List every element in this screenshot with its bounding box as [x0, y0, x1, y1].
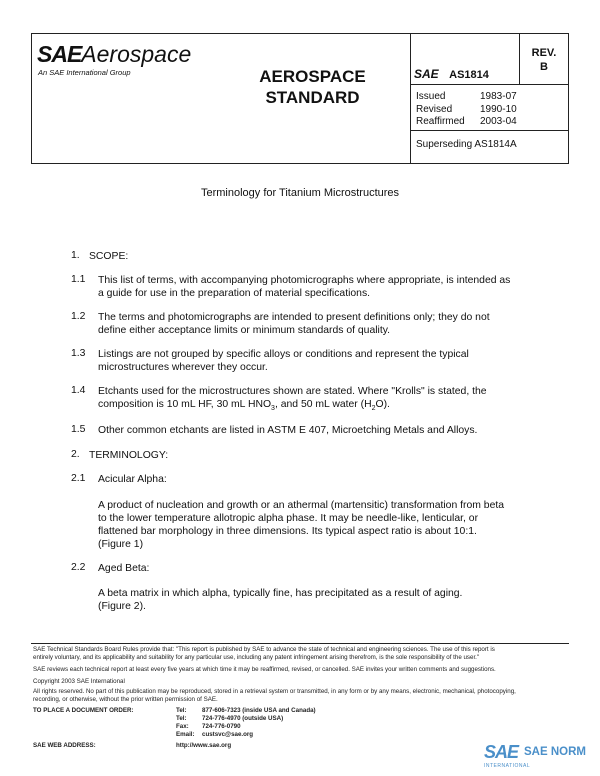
date-label: Reaffirmed	[416, 116, 465, 127]
text-line: All rights reserved. No part of this publication may be reproduced, stored in a retrieval system or transmitted, in any form or by any means, electronic, mechanical, photocopying,	[33, 688, 516, 695]
section-number: 1.3	[71, 348, 86, 359]
date-label: Issued	[416, 91, 446, 102]
paragraph-1-5: Other common etchants are listed in ASTM E 407, Microetching Metals and Alloys.	[98, 425, 478, 436]
header-border-bottom	[31, 163, 569, 164]
title-line-1: AEROSPACE	[259, 67, 366, 86]
sae-small-logo: SAE	[414, 67, 439, 81]
contact-row	[176, 715, 316, 723]
header-border-top	[31, 33, 569, 34]
footer-copyright: Copyright 2003 SAE International	[33, 678, 125, 685]
section-number: 1.	[71, 250, 80, 261]
order-label: TO PLACE A DOCUMENT ORDER:	[33, 707, 134, 714]
text-line: A beta matrix in which alpha, typically fine, has precipitated as a result of aging.	[98, 588, 463, 599]
section-heading: SCOPE:	[89, 251, 129, 262]
section-number: 1.5	[71, 424, 86, 435]
date-value: 1990-10	[480, 103, 517, 115]
section-number: 1.1	[71, 274, 86, 285]
contact-row	[176, 723, 316, 731]
doc-type-title	[245, 66, 380, 108]
issue-dates	[416, 91, 517, 129]
paragraph-1-3	[98, 348, 469, 374]
section-number: 1.4	[71, 385, 86, 396]
date-row-revised	[416, 104, 517, 117]
title-line-2: STANDARD	[265, 88, 360, 107]
header-border-right	[568, 33, 569, 163]
text-line: This list of terms, with accompanying photomicrographs where appropriate, is intended as	[98, 275, 511, 286]
date-row-reaffirmed	[416, 116, 517, 129]
text-line: flattened bar morphology in three dimensions. Its typical aspect ratio is about 10:1.	[98, 526, 477, 537]
web-label: SAE WEB ADDRESS:	[33, 742, 96, 749]
contact-row	[176, 707, 316, 715]
logo-sae-text: SAE	[37, 41, 82, 67]
subsection-heading: Acicular Alpha:	[98, 474, 167, 485]
section-heading: TERMINOLOGY:	[89, 450, 169, 461]
paragraph-2-2	[98, 587, 462, 613]
text-line: A product of nucleation and growth or an athermal (martensitic) transformation from beta	[98, 500, 505, 511]
web-address-link[interactable]: http://www.sae.org	[176, 742, 232, 749]
header-divider-main	[410, 33, 411, 163]
paragraph-1-2	[98, 311, 490, 337]
contact-label: Tel:	[176, 715, 187, 722]
footer-review-text: SAE reviews each technical report at least every five years at which time it may be reaffirmed, revised, or cancelled. SAE invites your written comments and suggestions.	[33, 666, 496, 673]
text-line: a guide for use in the preparation of material specifications.	[98, 288, 371, 299]
contact-label: Tel:	[176, 707, 187, 714]
text-line: The terms and photomicrographs are intended to present definitions only; they do not	[98, 312, 490, 323]
text-line: recording, or otherwise, without the prior written permission of SAE.	[33, 696, 218, 703]
header-border-left	[31, 33, 32, 163]
paragraph-2-1	[98, 499, 504, 551]
superseding: Superseding AS1814A	[416, 139, 517, 150]
subscript: 2	[371, 405, 376, 413]
sae-aerospace-logo	[37, 41, 191, 68]
contact-value[interactable]: 877-606-7323 (inside USA and Canada)	[202, 707, 316, 714]
text-fragment: O).	[375, 399, 390, 410]
logo-tagline: An SAE International Group	[38, 68, 131, 77]
text-fragment: , and 50 mL water (H	[274, 399, 372, 410]
text-line: microstructures wherever they occur.	[98, 362, 268, 373]
text-line: to the lower temperature allotropic alpha phase. It may be needle-like, lenticular, or	[98, 513, 479, 524]
text-line: Etchants used for the microstructures shown are stated. Where "Krolls" is stated, the	[98, 386, 487, 397]
rev-label: REV.	[531, 47, 557, 59]
contact-email[interactable]: custsvc@sae.org	[202, 731, 254, 738]
footer-rights-text	[33, 688, 516, 704]
contact-label: Email:	[176, 731, 195, 738]
date-row-issued	[416, 91, 517, 104]
document-title: Terminology for Titanium Microstructures	[200, 187, 400, 199]
contact-row	[176, 731, 316, 739]
doc-number-block	[414, 65, 489, 83]
text-line: entirely voluntary, and its applicability and suitability for any particular use, including any patent infringement arising therefrom, is the sole responsibility of the user."	[33, 654, 480, 661]
section-number: 1.2	[71, 311, 86, 322]
sae-norm-watermark	[484, 742, 596, 772]
logo-aerospace-text: Aerospace	[81, 41, 192, 67]
section-number: 2.1	[71, 473, 86, 484]
contact-label: Fax:	[176, 723, 189, 730]
date-value: 1983-07	[480, 91, 517, 102]
date-value: 2003-04	[480, 116, 517, 127]
header-divider-h1	[410, 84, 568, 85]
doc-number: AS1814	[449, 69, 489, 81]
date-label: Revised	[416, 103, 453, 115]
section-number: 2.	[71, 449, 80, 460]
order-contacts	[176, 707, 316, 739]
subsection-heading: Aged Beta:	[98, 563, 150, 574]
text-line: (Figure 1)	[98, 539, 144, 550]
header-divider-rev	[519, 33, 520, 84]
header-divider-h2	[410, 130, 568, 131]
watermark-norm: SAE NORM	[524, 746, 586, 758]
footer-rules-text	[33, 646, 569, 662]
paragraph-1-1	[98, 274, 510, 300]
text-line: define either acceptance limits or minimum standards of quality.	[98, 325, 391, 336]
text-line	[98, 398, 487, 415]
watermark-tagline: INTERNATIONAL	[484, 763, 531, 769]
footer-rule	[31, 643, 569, 644]
watermark-sae: SAE	[484, 742, 519, 762]
text-line: Listings are not grouped by specific alloys or conditions and represent the typical	[98, 349, 469, 360]
subscript: 3	[271, 405, 275, 413]
contact-value[interactable]: 724-776-0790	[202, 723, 241, 730]
text-fragment: composition is 10 mL HF, 30 mL HNO	[98, 399, 272, 410]
paragraph-1-4	[98, 385, 487, 415]
section-number: 2.2	[71, 562, 86, 573]
contact-value[interactable]: 724-776-4970 (outside USA)	[202, 715, 284, 722]
rev-value: B	[540, 61, 548, 73]
text-line: (Figure 2).	[98, 601, 146, 612]
text-line: SAE Technical Standards Board Rules provide that: "This report is published by SAE to advance the state of technical and engineering sciences. The use of this report is	[33, 646, 495, 653]
